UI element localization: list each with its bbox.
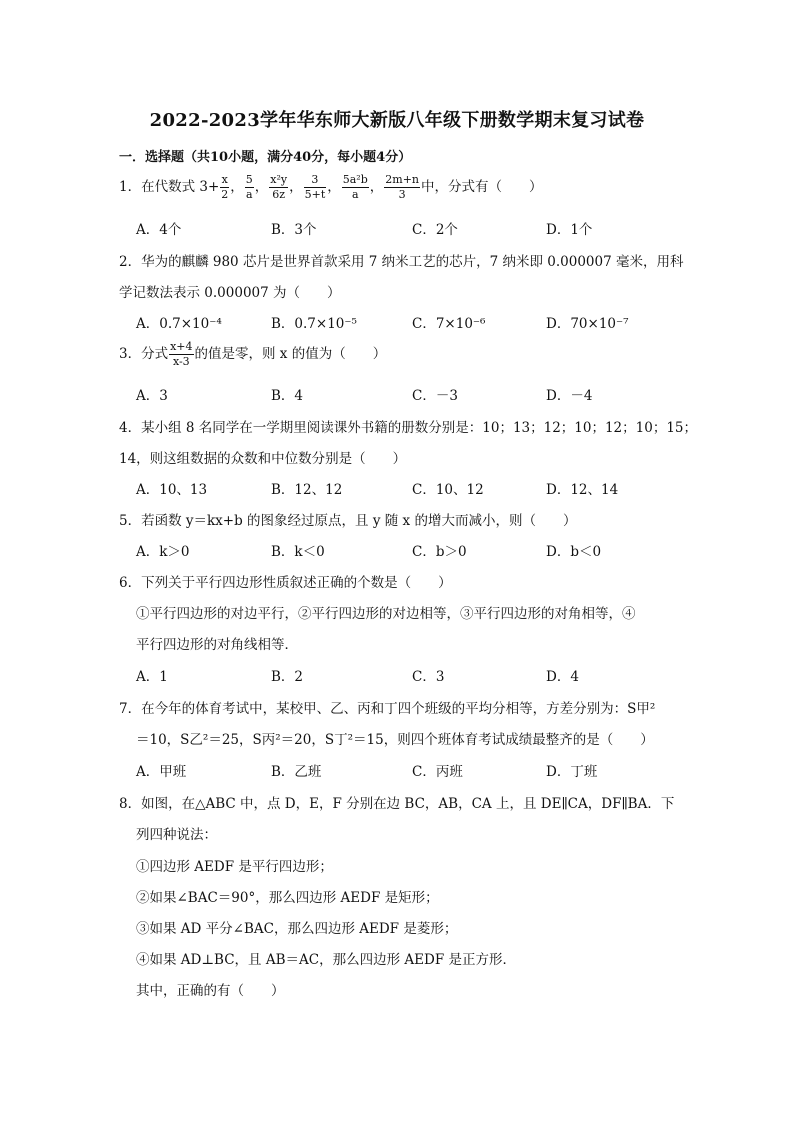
q6-option-a[interactable]: A．1 bbox=[136, 669, 168, 685]
question-8-statement-1: ①四边形 AEDF 是平行四边形； bbox=[136, 859, 333, 875]
q4-option-c[interactable]: C．10、12 bbox=[412, 482, 484, 498]
q1-option-c[interactable]: C．2个 bbox=[412, 222, 458, 238]
q7-option-d[interactable]: D．丁班 bbox=[546, 764, 598, 780]
question-4-line-1: 4．某小组 8 名同学在一学期里阅读课外书籍的册数分别是：10；13；12；10；12；10；15； bbox=[119, 420, 698, 436]
question-6-line-2: ①平行四边形的对边平行，②平行四边形的对边相等，③平行四边形的对角相等，④ bbox=[136, 606, 636, 622]
q4-option-d[interactable]: D．12、14 bbox=[546, 482, 619, 498]
q4-option-b[interactable]: B．12、12 bbox=[271, 482, 343, 498]
fraction: $\frac{3}{5+t}$ bbox=[304, 173, 326, 201]
question-8-line-2: 列四种说法： bbox=[136, 827, 217, 843]
question-4-line-2: 14，则这组数据的众数和中位数分别是（ ） bbox=[119, 451, 407, 467]
question-8-statement-2: ②如果∠BAC＝90°，那么四边形 AEDF 是矩形； bbox=[136, 890, 439, 906]
question-8-statement-4: ④如果 AD⊥BC，且 AB＝AC，那么四边形 AEDF 是正方形． bbox=[136, 952, 516, 968]
question-6-line-1: 6．下列关于平行四边形性质叙述正确的个数是（ ） bbox=[119, 575, 452, 591]
q1-option-d[interactable]: D．1个 bbox=[546, 222, 593, 238]
q5-option-c[interactable]: C．b＞0 bbox=[412, 544, 467, 560]
question-2-line-1: 2．华为的麒麟 980 芯片是世界首款采用 7 纳米工艺的芯片，7 纳米即 0.000007 毫米，用科 bbox=[119, 254, 684, 270]
question-2-line-2: 学记数法表示 0.000007 为（ ） bbox=[119, 285, 341, 301]
q1-option-b[interactable]: B．3个 bbox=[271, 222, 317, 238]
question-3-stem: 3．分式 $\frac{x+4}{x-3}$ 的值是零，则 x 的值为（ ） bbox=[119, 340, 387, 368]
question-1-stem: 1．在代数式 3+ $\frac{x}{2}$ ， $\frac{5}{a}$ ， $\frac{\text{x²y}}{6z}$ ， $\frac{3}{5+t}$ ， $\frac{\text{5a²b}}{a}$ ， $\frac{2m+n}{3}$ 中，分式有（ ） bbox=[119, 173, 543, 201]
q2-option-c[interactable]: C．7×10⁻⁶ bbox=[412, 316, 486, 332]
fraction: $\frac{\text{5a²b}}{a}$ bbox=[342, 173, 368, 201]
question-6-line-3: 平行四边形的对角线相等． bbox=[136, 637, 298, 653]
q3-option-b[interactable]: B．4 bbox=[271, 388, 304, 404]
q1-option-a[interactable]: A．4个 bbox=[136, 222, 182, 238]
q7-option-c[interactable]: C．丙班 bbox=[412, 764, 463, 780]
question-7-line-2: ＝10，S乙²＝25，S丙²＝20，S丁²＝15，则四个班体育考试成绩最整齐的是（ ） bbox=[136, 732, 654, 748]
fraction: $\frac{2m+n}{3}$ bbox=[385, 173, 419, 201]
q5-option-d[interactable]: D．b＜0 bbox=[546, 544, 602, 560]
q6-option-b[interactable]: B．2 bbox=[271, 669, 304, 685]
q6-option-c[interactable]: C．3 bbox=[412, 669, 445, 685]
q6-option-d[interactable]: D．4 bbox=[546, 669, 579, 685]
q7-option-b[interactable]: B．乙班 bbox=[271, 764, 322, 780]
q3-option-a[interactable]: A．3 bbox=[136, 388, 168, 404]
q2-option-b[interactable]: B．0.7×10⁻⁵ bbox=[271, 316, 357, 332]
q2-option-a[interactable]: A．0.7×10⁻⁴ bbox=[136, 316, 222, 332]
question-7-line-1: 7．在今年的体育考试中，某校甲、乙、丙和丁四个班级的平均分相等，方差分别为：S甲² bbox=[119, 701, 656, 717]
q3-option-d[interactable]: D．－4 bbox=[546, 388, 593, 404]
q4-option-a[interactable]: A．10、13 bbox=[136, 482, 208, 498]
fraction: $\frac{x+4}{x-3}$ bbox=[170, 340, 193, 368]
q5-option-a[interactable]: A．k＞0 bbox=[136, 544, 190, 560]
q7-option-a[interactable]: A．甲班 bbox=[136, 764, 187, 780]
fraction: $\frac{5}{a}$ bbox=[245, 173, 253, 201]
fraction: $\frac{\text{x²y}}{6z}$ bbox=[270, 173, 288, 201]
question-8-ending: 其中，正确的有（ ） bbox=[136, 983, 285, 999]
question-8-line-1: 8．如图，在△ABC 中，点 D，E，F 分别在边 BC，AB，CA 上，且 DE∥CA，DF∥BA．下 bbox=[119, 796, 675, 812]
q3-option-c[interactable]: C．－3 bbox=[412, 388, 458, 404]
q2-option-d[interactable]: D．70×10⁻⁷ bbox=[546, 316, 629, 332]
question-8-statement-3: ③如果 AD 平分∠BAC，那么四边形 AEDF 是菱形； bbox=[136, 921, 458, 937]
question-5-stem: 5．若函数 y＝kx+b 的图象经过原点，且 y 随 x 的增大而减小，则（ ） bbox=[119, 513, 577, 529]
q5-option-b[interactable]: B．k＜0 bbox=[271, 544, 325, 560]
fraction: $\frac{x}{2}$ bbox=[221, 173, 229, 201]
page-title: 2022-2023学年华东师大新版八年级下册数学期末复习试卷 bbox=[149, 110, 645, 131]
section-heading: 一．选择题（共10小题，满分40分，每小题4分） bbox=[119, 150, 412, 165]
